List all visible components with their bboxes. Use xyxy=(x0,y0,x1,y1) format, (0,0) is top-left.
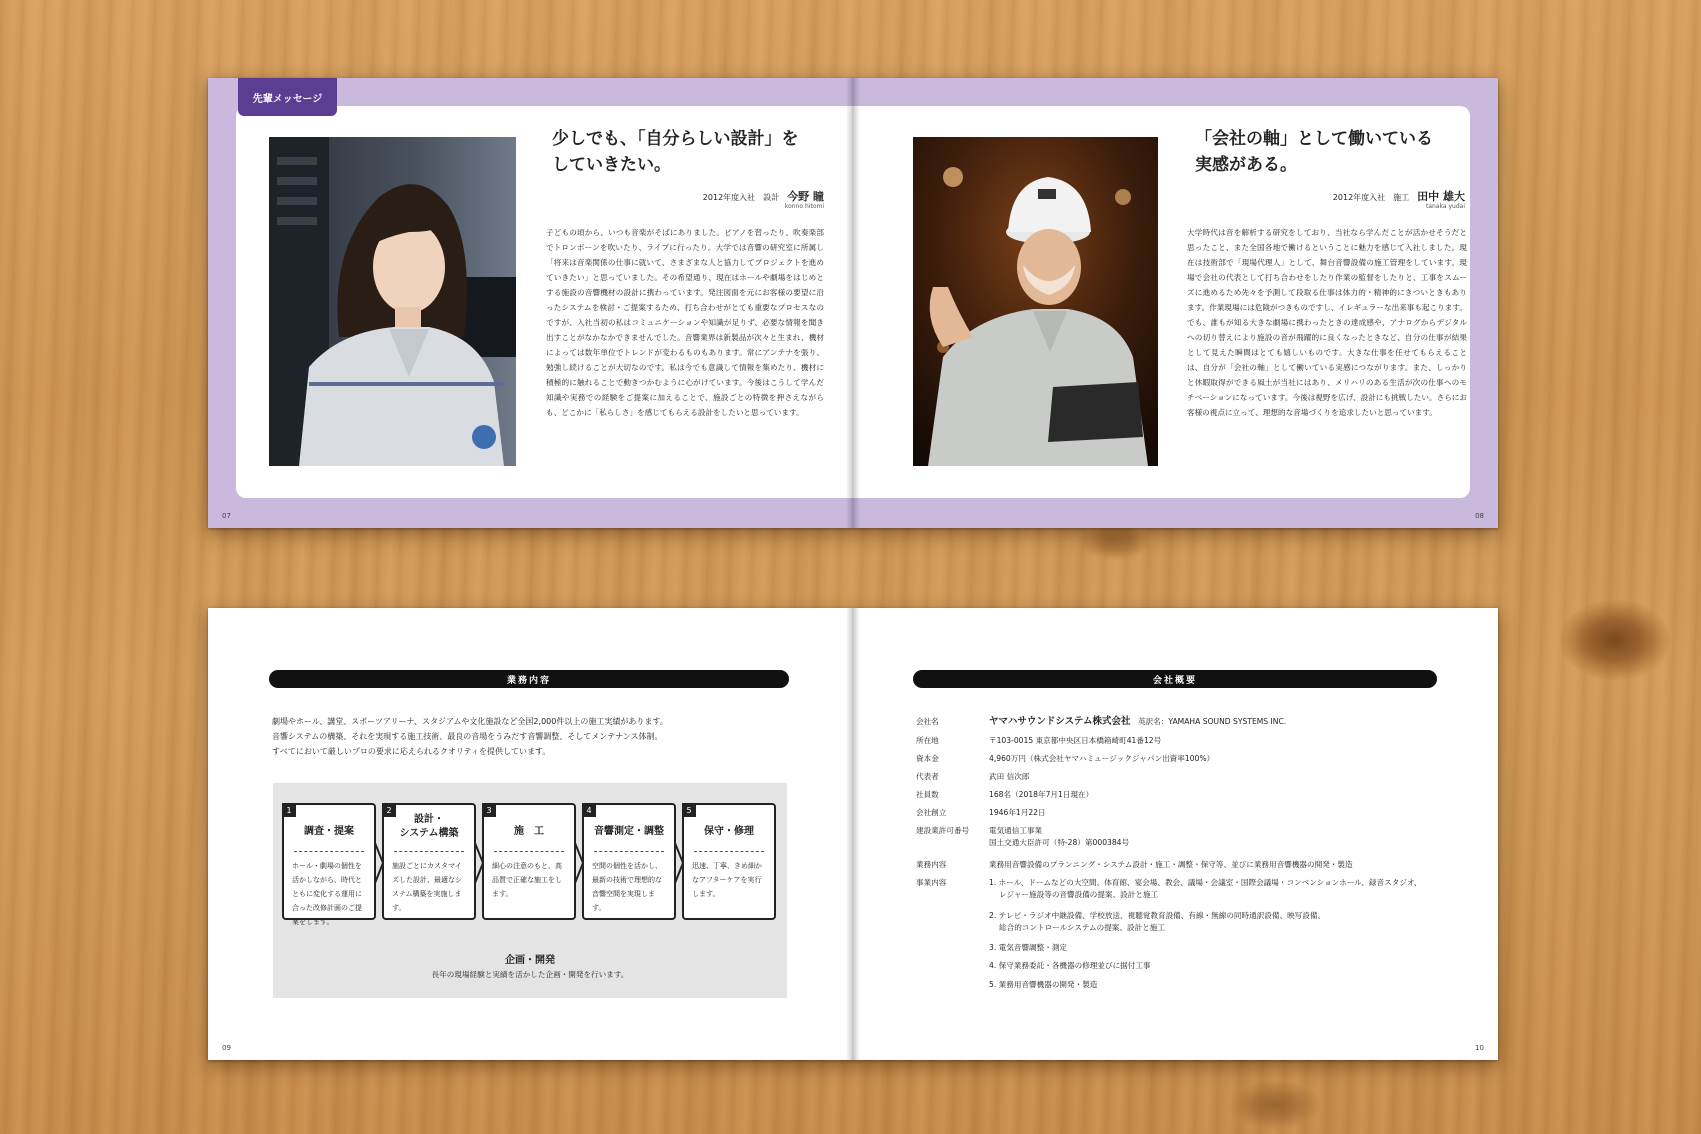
company-english-name: 英訳名：YAMAHA SOUND SYSTEMS INC. xyxy=(1138,717,1287,726)
profile-value xyxy=(989,910,1449,934)
profile-value-line: 総合的コントロールシステムの提案、設計と施工 xyxy=(989,923,1165,932)
step-number: 2 xyxy=(382,803,396,817)
profile-label: 会社創立 xyxy=(916,808,947,817)
section-bar-company-profile: 会社概要 xyxy=(913,670,1437,688)
brochure-spread-top xyxy=(208,78,1498,528)
planning-title: 企画・開発 xyxy=(505,955,555,966)
profile-label: 所在地 xyxy=(916,736,939,745)
headline-line-1: 少しでも、「自分らしい設計」を xyxy=(552,129,799,149)
profile-value: 5. 業務用音響機器の開発・製造 xyxy=(989,980,1098,989)
section-tag: 先輩メッセージ xyxy=(238,78,337,116)
headline-right xyxy=(1195,126,1465,178)
page-number: 09 xyxy=(222,1044,231,1052)
step-number: 4 xyxy=(582,803,596,817)
step-title: 音響測定・調整 xyxy=(594,826,664,837)
spine-shadow xyxy=(846,78,860,528)
intro-line: 劇場やホール、講堂、スポーツアリーナ、スタジアムや文化施設など全国2,000件以上の施工実績があります。 xyxy=(272,717,668,726)
profile-value-line: 国土交通大臣許可（特-28）第000384号 xyxy=(989,838,1130,847)
step-divider xyxy=(594,851,664,852)
step-divider xyxy=(694,851,764,852)
byline-meta: 2012年度入社 設計 xyxy=(702,193,780,202)
step-description: 迅速、丁寧、きめ細かなアフターケアを実行します。 xyxy=(692,862,762,898)
step-description: 細心の注意のもと、高品質で正確な施工をします。 xyxy=(492,862,562,898)
page-number: 07 xyxy=(222,512,231,520)
profile-value-line: 1. ホール、ドームなどの大空間、体育館、宴会場、教会、議場・会議室・国際会議場・コンベンションホール、録音スタジオ、 xyxy=(989,878,1422,887)
portrait-photo-konno xyxy=(269,137,516,466)
profile-label: 社員数 xyxy=(916,790,939,799)
profile-value-line: レジャー施設等の音響設備の提案、設計と施工 xyxy=(989,890,1159,899)
article-body-right: 大学時代は音を解析する研究をしており、当社なら学んだことが活かせそうだと思ったこと、また全国各地で働けるということに魅力を感じて入社しました。現在は技術部で「現場代理人」として、舞台音響設備の施工管理をしています。現場で会社の代表として打ち合わせをしたり作業の監督をしたりと、工事をスムーズに進めるため先々を予測して段取る仕事は体力的・精神的にきついときもあります。作業現場には危険がつきものですし、イレギュラーな出来事も起こります。でも、誰もが知る大きな劇場に携わったときの達成感や、アナログからデジタルへの切り替えにより施設の音が飛躍的に良くなったときなど、自分の仕事が結果として見えた瞬間はとても嬉しいものです。大きな仕事を任せてもらえることは、自分が「会社の軸」として働いている実感につながります。また、しっかりと休暇取得ができる風土が当社にはあり、メリハリのある生活が次の仕事へのモチベーションになっています。今後は視野を広げ、設計にも挑戦したい。さらにお客様の視点に立って、理想的な音場づくりを追求したいと思っています。 xyxy=(1187,228,1467,417)
byline-meta: 2012年度入社 施工 xyxy=(1332,193,1410,202)
profile-value: 3. 電気音響調整・測定 xyxy=(989,943,1068,952)
page-number: 08 xyxy=(1475,512,1484,520)
step-title: 設計・ システム構築 xyxy=(399,814,459,839)
step-title: 施 工 xyxy=(514,826,544,837)
portrait-photo-tanaka xyxy=(913,137,1158,466)
byline-roman: tanaka yudai xyxy=(1426,203,1465,210)
byline-right xyxy=(1209,188,1465,204)
profile-label: 資本金 xyxy=(916,754,939,763)
workflow-step-2 xyxy=(382,803,476,920)
profile-value: 〒103-0015 東京都中央区日本橋箱崎町41番12号 xyxy=(989,736,1162,745)
intro-line: 音響システムの構築、それを実現する施工技術、最良の音場をうみだす音響調整、そしてメンテナンス体制。 xyxy=(272,732,663,741)
step-number: 3 xyxy=(482,803,496,817)
workflow-step-4 xyxy=(582,803,676,920)
workflow-diagram xyxy=(273,783,787,998)
profile-value-line: 電気通信工事業 xyxy=(989,826,1043,835)
headline-line-2: 実感がある。 xyxy=(1195,155,1297,175)
workflow-step-3 xyxy=(482,803,576,920)
step-description: 空間の個性を活かし、最新の技術で理想的な音響空間を実現します。 xyxy=(592,862,662,912)
profile-value xyxy=(989,716,1449,728)
article-body-left: 子どもの頃から、いつも音楽がそばにありました。ピアノを習ったり、吹奏楽部でトロンボーンを吹いたり、ライブに行ったり。大学では音響の研究室に所属し「将来は音楽関係の仕事に就いて、さまざまな人と協力してプロジェクトを進めていきたい」と思っていました。その希望通り、現在はホールや劇場をはじめとする施設の音響機材の設計に携わっています。発注図面を元にお客様の要望に沿ったシステムを検討・ご提案するため、打ち合わせがとても重要なプロセスなのですが、入社当初の私はコミュニケーションや知識が足りず、必要な情報を聞き出すことがなかなかできませんでした。音響業界は新製品が次々と生まれ、機材によっては数年単位でトレンドが変わるものもあります。常にアンテナを張り、勉強し続けることが大切なのです。私は今でも意識して情報を集めたり、機材に積極的に触れることで動きつかむように心がけています。今後はこうして学んだ知識や実務での経験をご提案に加えることで、施設ごとの特徴を押さえながらも、どこかに「私らしさ」を感じてもらえる設計をしたいと思っています。 xyxy=(546,228,824,417)
profile-value: 168名（2018年7月1日現在） xyxy=(989,790,1094,799)
wood-knot xyxy=(1560,600,1670,680)
page-09 xyxy=(208,608,853,1060)
step-description: ホール・劇場の個性を活かしながら、時代とともに変化する運用に合った改修計画のご提案をします。 xyxy=(292,862,362,926)
profile-label: 会社名 xyxy=(916,717,939,726)
byline-name: 田中 雄大 xyxy=(1417,190,1465,203)
page-number: 10 xyxy=(1475,1044,1484,1052)
profile-value-line: 2. テレビ・ラジオ中継設備、学校放送、視聴覚教育設備、有線・無線の同時通訳設備、映写設備、 xyxy=(989,911,1326,920)
company-name: ヤマハサウンドシステム株式会社 xyxy=(989,716,1131,727)
step-divider xyxy=(294,851,364,852)
byline-name: 今野 瞳 xyxy=(787,190,824,203)
workflow-step-1 xyxy=(282,803,376,926)
page-07 xyxy=(208,78,853,528)
profile-label: 事業内容 xyxy=(916,878,947,887)
section-bar-services: 業務内容 xyxy=(269,670,789,688)
brochure-spread-bottom xyxy=(208,608,1498,1060)
step-number: 5 xyxy=(682,803,696,817)
spine-shadow xyxy=(846,608,860,1060)
planning-description: 長年の現場経験と実績を活かした企画・開発を行います。 xyxy=(431,970,629,979)
profile-value: 4,960万円（株式会社ヤマハミュージックジャパン出資率100%） xyxy=(989,754,1215,763)
wood-knot xyxy=(1230,1080,1320,1130)
profile-value: 業務用音響設備のプランニング・システム設計・施工・調整・保守等、並びに業務用音響機器の開発・製造 xyxy=(989,860,1353,869)
headline-line-2: していきたい。 xyxy=(552,155,671,175)
step-number: 1 xyxy=(282,803,296,817)
profile-value xyxy=(989,825,1449,849)
profile-label: 建設業許可番号 xyxy=(916,826,970,835)
profile-value: 4. 保守業務委託・各機器の修理並びに据付工事 xyxy=(989,961,1151,970)
profile-value: 武田 信次郎 xyxy=(989,772,1030,781)
profile-value: 1946年1月22日 xyxy=(989,808,1046,817)
step-divider xyxy=(494,851,564,852)
step-title: 保守・修理 xyxy=(704,826,754,837)
profile-value xyxy=(989,877,1449,901)
headline-left xyxy=(552,126,822,178)
workflow-step-5 xyxy=(682,803,776,920)
profile-label: 業務内容 xyxy=(916,860,947,869)
byline-roman: konno hitomi xyxy=(784,203,824,210)
step-description: 施設ごとにカスタマイズした設計、最適なシステム構築を実施します。 xyxy=(392,862,462,912)
services-intro xyxy=(272,714,832,759)
profile-label: 代表者 xyxy=(916,772,939,781)
headline-line-1: 「会社の軸」として働いている xyxy=(1195,129,1433,149)
intro-line: すべてにおいて厳しいプロの要求に応えられるクオリティを提供しています。 xyxy=(272,747,551,756)
page-10 xyxy=(853,608,1498,1060)
step-divider xyxy=(394,851,464,852)
step-title: 調査・提案 xyxy=(304,826,354,837)
page-08 xyxy=(853,78,1498,528)
byline-left xyxy=(568,188,824,204)
